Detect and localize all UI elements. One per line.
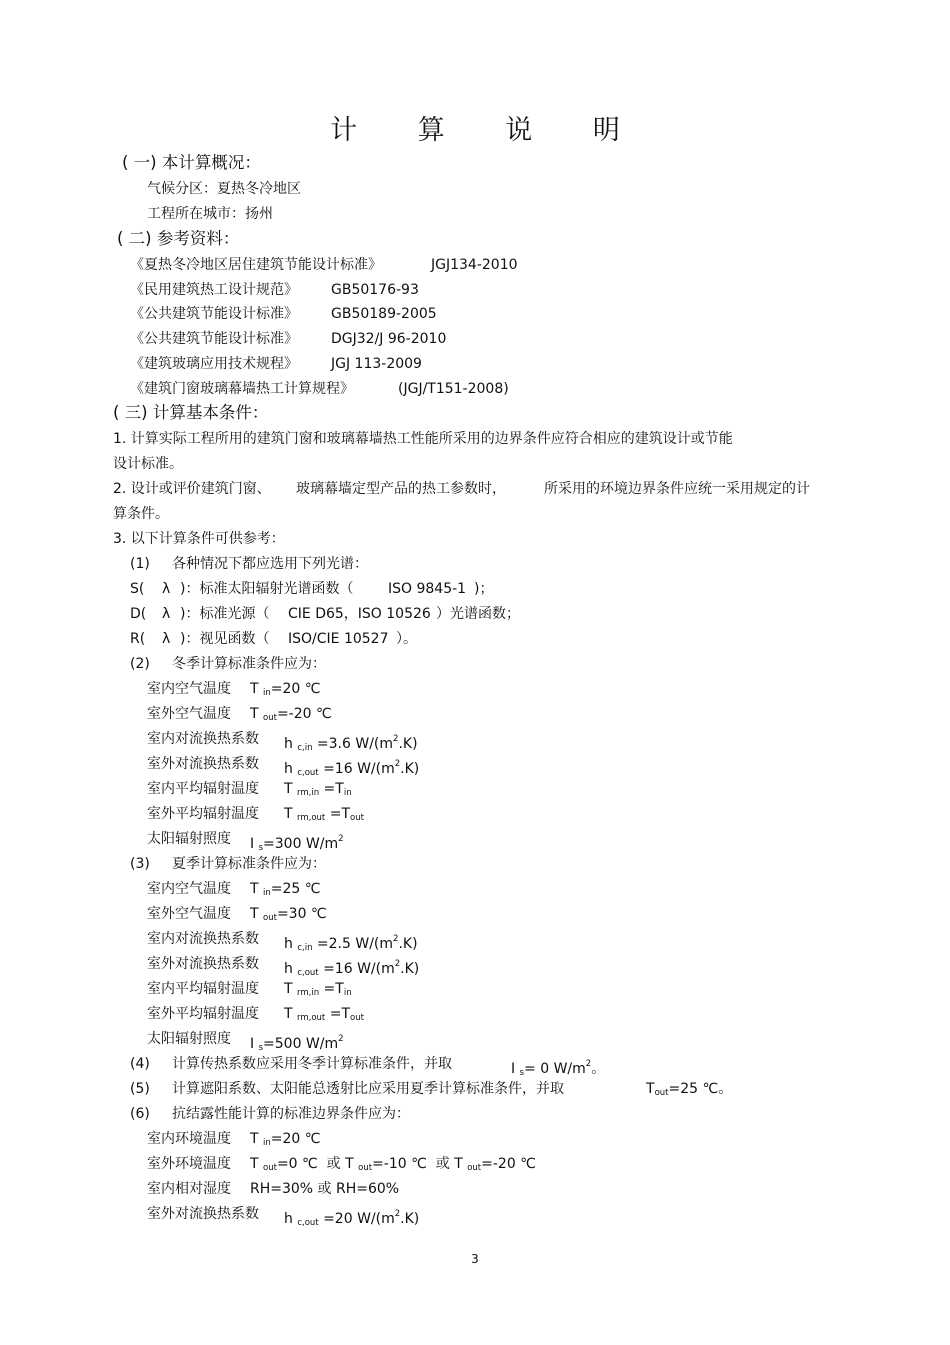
reference-code: GB50189-2005 xyxy=(331,306,437,322)
spectrum-desc: )：视见函数（ xyxy=(180,631,270,647)
item-number: (4) xyxy=(130,1056,150,1072)
item-text: 各种情况下都应选用下列光谱： xyxy=(172,556,368,572)
param-value: h $_{c,out}$ =16 $W/(m^2.K)$ xyxy=(284,759,420,778)
spectrum-desc: )：标准光源（ xyxy=(180,606,270,622)
param-value: h $_{c,out}$ =16 $W/(m^2.K)$ xyxy=(284,959,420,978)
param-label: 室外对流换热系数 xyxy=(147,956,259,972)
param-label: 太阳辐射照度 xyxy=(147,1031,231,1047)
param-label: 室外环境温度 xyxy=(147,1156,231,1172)
project-city: 工程所在城市：扬州 xyxy=(147,206,273,222)
param-value: I $_s$= 0 $W/m^2$。 xyxy=(511,1059,606,1078)
param-label: 室外对流换热系数 xyxy=(147,756,259,772)
reference-name: 《建筑玻璃应用技术规程》 xyxy=(130,356,298,372)
param-label: 室外空气温度 xyxy=(147,906,231,922)
reference-code: JGJ134-2010 xyxy=(431,257,518,273)
item-number: (3) xyxy=(130,856,150,872)
param-value: T $_{rm,in} =T_{in}$ xyxy=(284,981,352,998)
spectrum-label: S( xyxy=(130,581,145,597)
section3-heading: ( 三) 计算基本条件： xyxy=(113,403,269,422)
param-label: 室外平均辐射温度 xyxy=(147,806,259,822)
param-value: T $_{out}$=-20 ℃ xyxy=(250,706,332,723)
paragraph-1-line-2: 设计标准。 xyxy=(113,456,183,472)
param-value: T $_{out}$=30 ℃ xyxy=(250,906,327,923)
item-number: (6) xyxy=(130,1106,150,1122)
climate-zone: 气候分区：夏热冬冷地区 xyxy=(147,181,301,197)
spectrum-standard: ISO/CIE 10527 xyxy=(288,631,389,647)
section1-heading: ( 一) 本计算概况： xyxy=(122,153,261,172)
param-value: T $_{rm,out} =T_{out}$ xyxy=(284,806,364,823)
spectrum-label: R( xyxy=(130,631,146,647)
param-label: 室外对流换热系数 xyxy=(147,1206,259,1222)
page-title: 计 算 说 明 xyxy=(330,115,646,146)
param-value: RH=30% 或 RH=60% xyxy=(250,1181,400,1197)
item-number: (5) xyxy=(130,1081,150,1097)
param-label: 室外空气温度 xyxy=(147,706,231,722)
param-value: h $_{c,out}$ =20 $W/(m^2.K)$ xyxy=(284,1209,420,1228)
reference-code: DGJ32/J 96-2010 xyxy=(331,331,447,347)
lambda-symbol: λ xyxy=(162,581,171,597)
spectrum-label: D( xyxy=(130,606,147,622)
param-value: I $_s$=300 $W/m^2$ xyxy=(250,834,344,853)
reference-code: (JGJ/T151-2008) xyxy=(398,381,509,397)
item-number: (1) xyxy=(130,556,150,572)
item-text: 冬季计算标准条件应为： xyxy=(172,656,326,672)
spectrum-standard: ISO 9845-1 xyxy=(388,581,467,597)
item-number: (2) xyxy=(130,656,150,672)
spectrum-desc: )：标准太阳辐射光谱函数（ xyxy=(180,581,354,597)
spectrum-end: )； xyxy=(474,581,494,597)
param-label: 室内对流换热系数 xyxy=(147,931,259,947)
param-value: $T_{out}=25$ ℃。 xyxy=(646,1081,733,1098)
page-number: 3 xyxy=(471,1252,479,1266)
param-label: 室内空气温度 xyxy=(147,881,231,897)
spectrum-standard: CIE D65，ISO 10526 xyxy=(288,606,431,622)
item-text: 计算遮阳系数、太阳能总透射比应采用夏季计算标准条件，并取 xyxy=(172,1081,564,1097)
paragraph-2-line-2: 算条件。 xyxy=(113,506,169,522)
param-label: 室内环境温度 xyxy=(147,1131,231,1147)
param-value: T $_{rm,in} =T_{in}$ xyxy=(284,781,352,798)
reference-name: 《夏热冬冷地区居住建筑节能设计标准》 xyxy=(130,257,382,273)
paragraph-2-part-a: 2. 设计或评价建筑门窗、 xyxy=(113,481,271,497)
param-value: T $_{out}$=0 ℃ 或 T $_{out}$=-10 ℃ 或 T $_{out}$=-20 ℃ xyxy=(250,1156,536,1173)
spectrum-end: ）。 xyxy=(396,631,417,647)
reference-name: 《民用建筑热工设计规范》 xyxy=(130,282,298,298)
spectrum-end: ）光谱函数； xyxy=(436,606,520,622)
param-value: T $_{in}$=20 ℃ xyxy=(250,681,321,698)
reference-code: GB50176-93 xyxy=(331,282,419,298)
param-label: 太阳辐射照度 xyxy=(147,831,231,847)
section2-heading: ( 二) 参考资料： xyxy=(117,229,240,248)
item-text: 抗结露性能计算的标准边界条件应为： xyxy=(172,1106,410,1122)
param-label: 室内平均辐射温度 xyxy=(147,981,259,997)
paragraph-3: 3. 以下计算条件可供参考： xyxy=(113,531,285,547)
paragraph-2-part-c: 所采用的环境边界条件应统一采用规定的计 xyxy=(544,481,810,497)
param-label: 室内对流换热系数 xyxy=(147,731,259,747)
param-value: h $_{c,in}$ =3.6 $W/(m^2.K)$ xyxy=(284,734,418,753)
param-value: T $_{in}$=20 ℃ xyxy=(250,1131,321,1148)
param-label: 室外平均辐射温度 xyxy=(147,1006,259,1022)
param-label: 室内平均辐射温度 xyxy=(147,781,259,797)
param-label: 室内空气温度 xyxy=(147,681,231,697)
lambda-symbol: λ xyxy=(162,631,171,647)
item-text: 计算传热系数应采用冬季计算标准条件，并取 xyxy=(172,1056,452,1072)
param-value: T $_{rm,out} =T_{out}$ xyxy=(284,1006,364,1023)
reference-name: 《公共建筑节能设计标准》 xyxy=(130,306,298,322)
lambda-symbol: λ xyxy=(162,606,171,622)
paragraph-2-part-b: 玻璃幕墙定型产品的热工参数时， xyxy=(296,481,506,497)
param-value: h $_{c,in}$ =2.5 $W/(m^2.K)$ xyxy=(284,934,418,953)
item-text: 夏季计算标准条件应为： xyxy=(172,856,326,872)
reference-name: 《公共建筑节能设计标准》 xyxy=(130,331,298,347)
paragraph-1-line-1: 1. 计算实际工程所用的建筑门窗和玻璃幕墙热工性能所采用的边界条件应符合相应的建筑设计或节能 xyxy=(113,431,733,447)
param-label: 室内相对湿度 xyxy=(147,1181,231,1197)
param-value: I $_s$=500 $W/m^2$ xyxy=(250,1034,344,1053)
param-value: T $_{in}$=25 ℃ xyxy=(250,881,321,898)
reference-name: 《建筑门窗玻璃幕墙热工计算规程》 xyxy=(130,381,354,397)
reference-code: JGJ 113-2009 xyxy=(331,356,422,372)
